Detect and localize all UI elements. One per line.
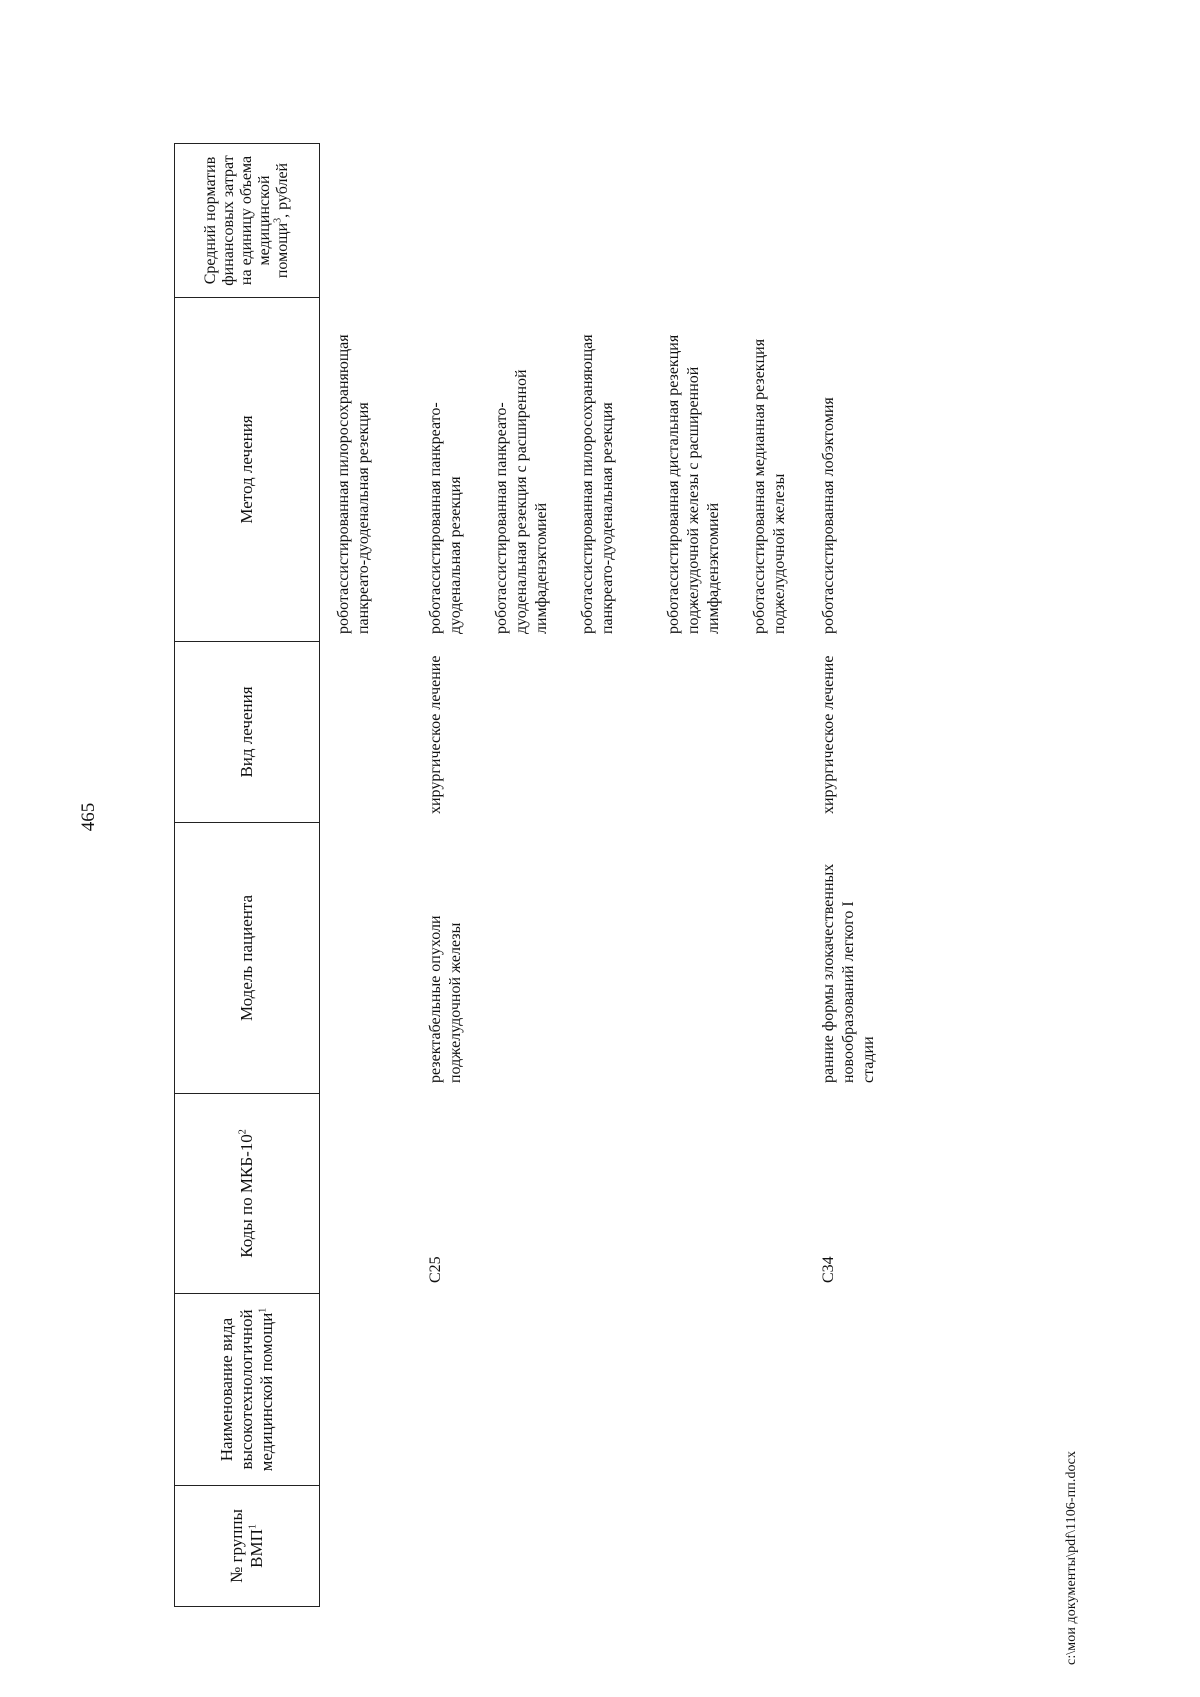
footer-file-path: c:\мои документы\pdf\1106-пп.docx	[1064, 1450, 1079, 1665]
row-5-method: роботассистированная дистальная резекция поджелудочной железы с расширенной лимфаденэктомией	[665, 334, 722, 634]
row-1-method: роботассистированная пилоросохраняющая панкреато-дуоденальная резекция	[335, 334, 372, 634]
header-group-no	[174, 1486, 320, 1607]
row-2-method: роботассистированная панкреато-дуоденальная резекция	[427, 402, 464, 634]
header-avg-cost-suffix: , рублей	[274, 162, 291, 218]
footnote-3-mark: 3	[272, 217, 284, 223]
header-icd-codes	[174, 1094, 320, 1294]
header-vmp-name	[174, 1294, 320, 1486]
header-group-no-text: № группы ВМП	[227, 1509, 266, 1583]
row-7-code: C34	[820, 1256, 837, 1283]
header-treatment-type-text: Вид лечения	[237, 686, 256, 778]
header-treatment-method-text: Метод лечения	[237, 415, 256, 524]
header-icd-codes-text: Коды по МКБ-10	[237, 1134, 256, 1258]
page-number: 465	[78, 802, 99, 832]
row-3-method: роботассистированная панкреато-дуоденальная резекция с расширенной лимфаденэктомией	[493, 369, 550, 634]
row-7-type: хирургическое лечение	[820, 655, 837, 814]
header-avg-cost	[174, 143, 320, 298]
footnote-2-mark: 2	[237, 1129, 249, 1135]
row-2-type: хирургическое лечение	[427, 655, 444, 814]
footnote-1-mark: 1	[247, 1524, 259, 1530]
row-2-code: C25	[427, 1256, 444, 1283]
header-avg-cost-text: Средний норматив финансовых затрат на единицу объема медицинской помощи	[202, 155, 291, 286]
row-4-method: роботассистированная пилоросохраняющая панкреато-дуоденальная резекция	[579, 334, 616, 634]
header-treatment-type	[174, 642, 320, 823]
header-treatment-method	[174, 298, 320, 642]
row-6-method: роботассистированная медианная резекция поджелудочной железы	[751, 338, 788, 634]
footnote-1-mark: 1	[257, 1307, 269, 1313]
header-patient-model	[174, 823, 320, 1094]
row-7-model: ранние формы злокачественных новообразований легкого I стадии	[820, 863, 877, 1083]
header-vmp-name-text: Наименование вида высокотехнологичной медицинской помощи	[217, 1309, 276, 1472]
row-2-model: резектабельные опухоли поджелудочной железы	[427, 915, 464, 1083]
row-7-method: роботассистированная лобэктомия	[820, 397, 837, 634]
header-patient-model-text: Модель пациента	[237, 894, 256, 1022]
